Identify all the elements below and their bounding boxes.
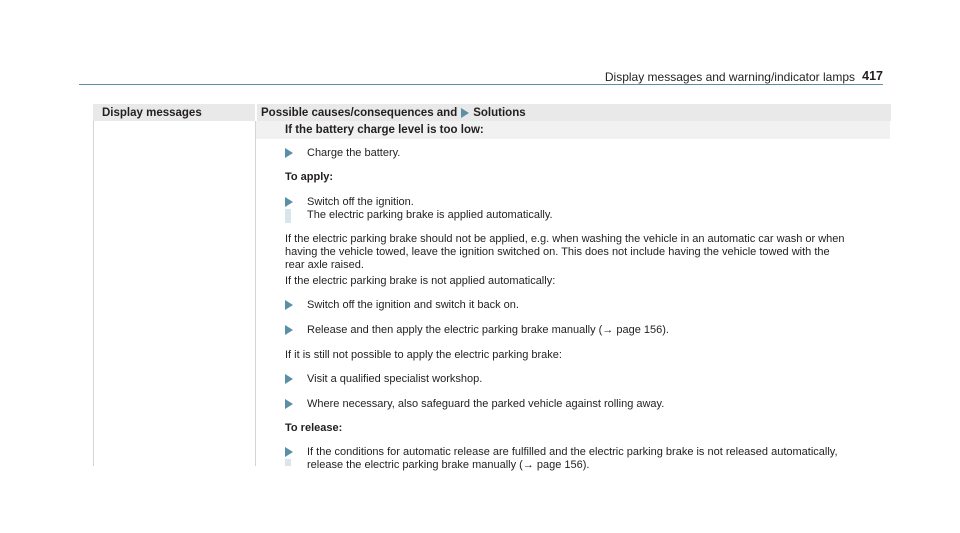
step-text: If the conditions for automatic release are fulfilled and the electric parking brake is not released automatically,: [307, 446, 838, 458]
step-text: Switch off the ignition and switch it back on.: [307, 299, 519, 311]
step-text: Switch off the ignition.: [307, 196, 414, 208]
to-apply-heading: To apply:: [285, 171, 334, 183]
col-display-messages-header: Display messages: [102, 107, 202, 119]
causes-label: Possible causes/consequences and: [261, 107, 458, 119]
table-body: [93, 121, 891, 471]
paragraph-line: rear axle raised.: [285, 259, 364, 271]
step-text: Release and then apply the electric parking brake manually (→ page 156).: [307, 324, 669, 336]
arrow-right-icon: [461, 108, 469, 118]
paragraph-line: having the vehicle towed, leave the ignition switched on. This does not include having the vehicle towed with the: [285, 246, 830, 258]
step-arrow-icon: [285, 447, 293, 457]
column-divider: [255, 121, 256, 466]
step-text-line2: release the electric parking brake manually (→ page 156).: [307, 459, 590, 471]
step-result: The electric parking brake is applied automatically.: [307, 209, 553, 221]
paragraph-line: If the electric parking brake should not be applied, e.g. when washing the vehicle in an automatic car wash or when: [285, 233, 845, 245]
solutions-label: Solutions: [473, 107, 526, 119]
step-arrow-icon: [285, 300, 293, 310]
page-header: [79, 66, 883, 85]
header-divider: [255, 104, 257, 121]
step-text: Where necessary, also safeguard the parked vehicle against rolling away.: [307, 398, 665, 410]
messages-table: [93, 104, 891, 471]
result-bar: [285, 209, 291, 223]
step-arrow-icon: [285, 197, 293, 207]
step-arrow-icon: [285, 325, 293, 335]
step-bar: [285, 459, 291, 466]
step-arrow-icon: [285, 374, 293, 384]
paragraph-line: If it is still not possible to apply the electric parking brake:: [285, 349, 562, 361]
header-title: Display messages and warning/indicator lamps: [604, 70, 855, 84]
battery-low-subhead: If the battery charge level is too low:: [285, 124, 484, 136]
paragraph-line: If the electric parking brake is not applied automatically:: [285, 275, 556, 287]
step-text: Charge the battery.: [307, 147, 401, 159]
step-arrow-icon: [285, 148, 293, 158]
table-left-border: [93, 121, 94, 466]
step-arrow-icon: [285, 399, 293, 409]
to-release-heading: To release:: [285, 422, 343, 434]
step-text: Visit a qualified specialist workshop.: [307, 373, 483, 385]
col-causes-solutions-header: [261, 107, 526, 119]
table-header: [93, 104, 891, 121]
page-number: 417: [862, 69, 883, 83]
